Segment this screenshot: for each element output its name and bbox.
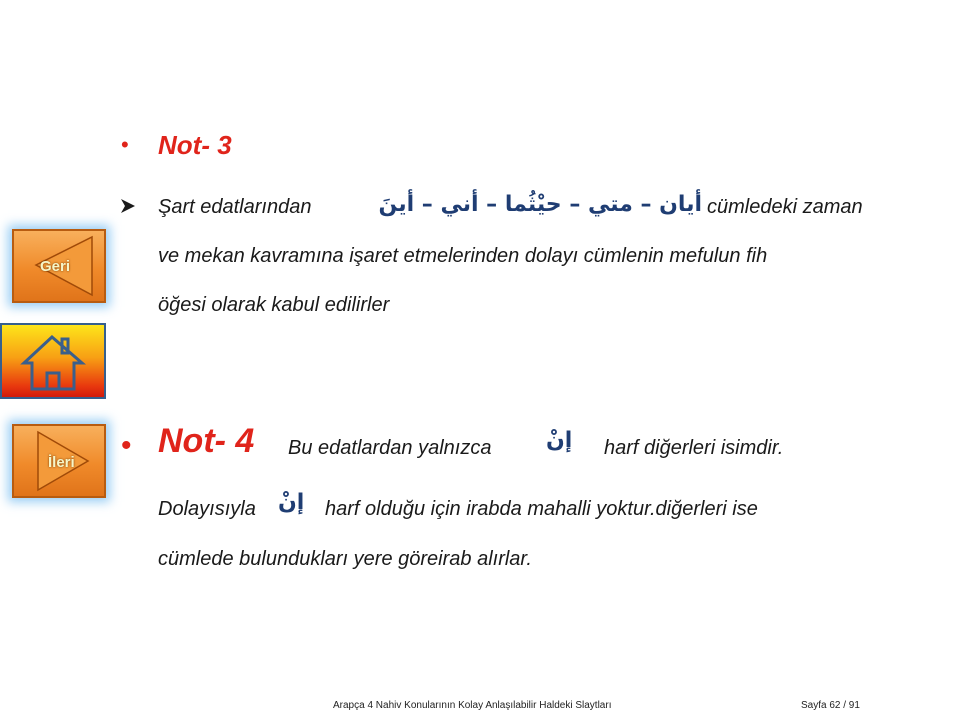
note4-title: Not- 4 <box>158 422 255 460</box>
forward-button-label: İleri <box>48 454 75 471</box>
note4-line3: cümlede bulundukları yere göreirab alırlar. <box>158 548 532 570</box>
note3-bullet: • <box>121 132 129 157</box>
note3-line1-end: cümledeki zaman <box>707 196 863 218</box>
home-button[interactable] <box>0 323 106 399</box>
note3-line3: öğesi olarak kabul edilirler <box>158 294 390 316</box>
note4-arabic-in-2: إنْ <box>278 490 305 515</box>
note4-line2-end: harf olduğu için irabda mahalli yoktur.diğerleri ise <box>325 498 758 520</box>
note4-bullet: • <box>121 429 132 462</box>
arrow-bullet-icon <box>119 197 137 215</box>
forward-button[interactable] <box>12 424 106 498</box>
note3-intro: Şart edatlarından <box>158 196 312 218</box>
page-number: Sayfa 62 / 91 <box>801 700 860 711</box>
note4-arabic-in: إنْ <box>546 428 573 453</box>
home-icon <box>2 325 104 397</box>
note4-intro: Bu edatlardan yalnızca <box>288 437 492 459</box>
note3-line2: ve mekan kavramına işaret etmelerinden dolayı cümlenin mefulun fih <box>158 245 768 267</box>
note3-title: Not- 3 <box>158 130 232 160</box>
back-button[interactable] <box>12 229 106 303</box>
note3-arabic-particles: أيان – متي – حيْثُما – أني – أينَ <box>378 192 702 217</box>
note4-line1-end: harf diğerleri isimdir. <box>604 437 784 459</box>
back-button-label: Geri <box>40 258 71 275</box>
note4-line2-start: Dolayısıyla <box>158 498 256 520</box>
footer-title: Arapça 4 Nahiv Konularının Kolay Anlaşılabilir Haldeki Slaytları <box>333 700 612 711</box>
